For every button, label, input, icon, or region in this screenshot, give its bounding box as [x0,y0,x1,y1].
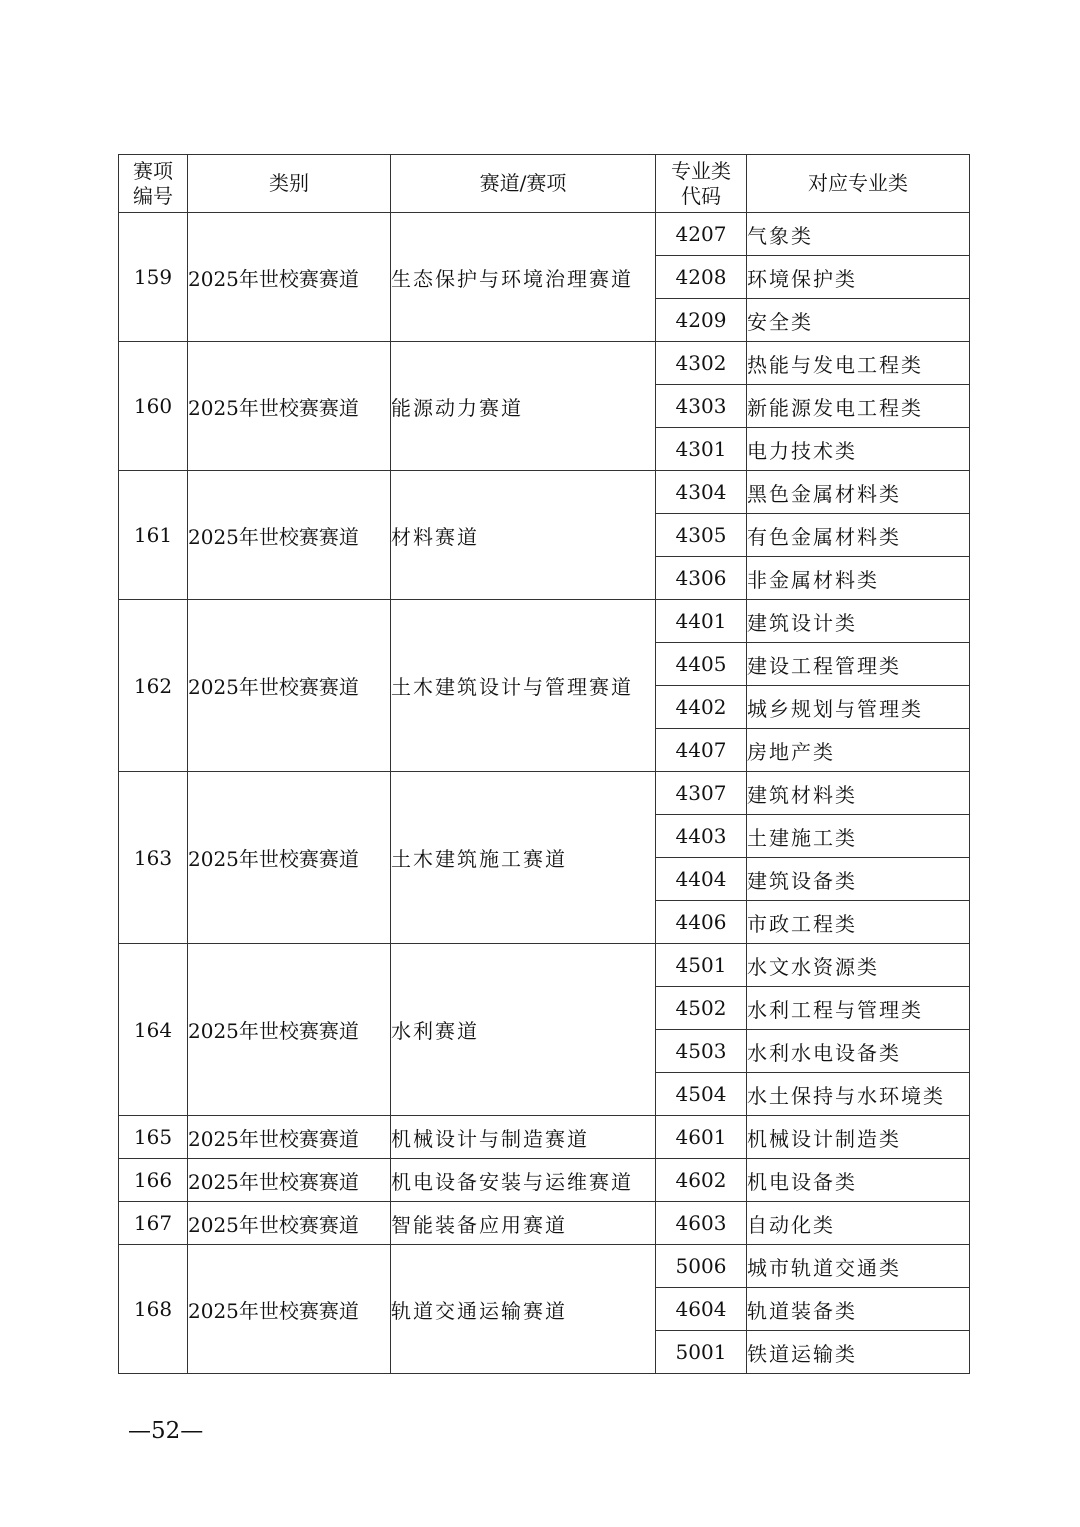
header-number-l2: 编号 [133,183,173,208]
major-code-cell: 4406 [656,901,747,944]
table-row [119,1245,970,1288]
major-code-cell: 4401 [656,600,747,643]
major-name-cell: 非金属材料类 [747,557,970,600]
major-code-cell: 4305 [656,514,747,557]
header-code [656,155,747,213]
category-cell: 2025年世校赛赛道 [188,1159,391,1202]
major-name-cell: 建筑设计类 [747,600,970,643]
major-code-cell: 4307 [656,772,747,815]
category-cell: 2025年世校赛赛道 [188,213,391,342]
major-code-cell: 4404 [656,858,747,901]
category-cell: 2025年世校赛赛道 [188,944,391,1116]
category-cell: 2025年世校赛赛道 [188,342,391,471]
competition-number-cell: 159 [119,213,188,342]
track-cell: 材料赛道 [391,471,656,600]
competition-number-cell: 164 [119,944,188,1116]
competition-number-cell: 162 [119,600,188,772]
major-code-cell: 4504 [656,1073,747,1116]
track-cell: 智能装备应用赛道 [391,1202,656,1245]
major-code-cell: 4603 [656,1202,747,1245]
major-code-cell: 5001 [656,1331,747,1374]
category-cell: 2025年世校赛赛道 [188,772,391,944]
competition-number-cell: 165 [119,1116,188,1159]
major-code-cell: 4304 [656,471,747,514]
major-code-cell: 4601 [656,1116,747,1159]
major-name-cell: 水利水电设备类 [747,1030,970,1073]
header-number [119,155,188,213]
table-row [119,1159,970,1202]
major-name-cell: 建筑材料类 [747,772,970,815]
category-cell: 2025年世校赛赛道 [188,1245,391,1374]
category-cell: 2025年世校赛赛道 [188,600,391,772]
major-name-cell: 安全类 [747,299,970,342]
major-code-cell: 4503 [656,1030,747,1073]
header-code-l2: 代码 [681,183,721,208]
competition-number-cell: 163 [119,772,188,944]
major-code-cell: 4501 [656,944,747,987]
track-cell: 轨道交通运输赛道 [391,1245,656,1374]
major-name-cell: 建设工程管理类 [747,643,970,686]
header-number-l1: 赛项 [133,158,173,183]
major-name-cell: 铁道运输类 [747,1331,970,1374]
major-name-cell: 房地产类 [747,729,970,772]
table-row [119,600,970,643]
major-name-cell: 机电设备类 [747,1159,970,1202]
major-code-cell: 4502 [656,987,747,1030]
major-code-cell: 4604 [656,1288,747,1331]
major-code-cell: 4303 [656,385,747,428]
major-name-cell: 机械设计制造类 [747,1116,970,1159]
header-code-l1: 专业类 [671,158,731,183]
major-code-cell: 4602 [656,1159,747,1202]
major-name-cell: 黑色金属材料类 [747,471,970,514]
major-name-cell: 水土保持与水环境类 [747,1073,970,1116]
header-majors: 对应专业类 [747,155,970,213]
major-name-cell: 城乡规划与管理类 [747,686,970,729]
major-name-cell: 建筑设备类 [747,858,970,901]
table-body [119,213,970,1374]
track-cell: 生态保护与环境治理赛道 [391,213,656,342]
table-header-row [119,155,970,213]
table-row [119,944,970,987]
competition-number-cell: 167 [119,1202,188,1245]
category-cell: 2025年世校赛赛道 [188,1202,391,1245]
major-name-cell: 城市轨道交通类 [747,1245,970,1288]
major-name-cell: 有色金属材料类 [747,514,970,557]
major-code-cell: 4209 [656,299,747,342]
major-code-cell: 4301 [656,428,747,471]
header-track: 赛道/赛项 [391,155,656,213]
major-code-cell: 4402 [656,686,747,729]
major-code-cell: 4306 [656,557,747,600]
competition-number-cell: 161 [119,471,188,600]
track-cell: 水利赛道 [391,944,656,1116]
table-row [119,213,970,256]
major-name-cell: 水利工程与管理类 [747,987,970,1030]
table-row [119,1202,970,1245]
major-name-cell: 市政工程类 [747,901,970,944]
header-category: 类别 [188,155,391,213]
category-cell: 2025年世校赛赛道 [188,471,391,600]
track-cell: 土木建筑设计与管理赛道 [391,600,656,772]
major-name-cell: 水文水资源类 [747,944,970,987]
track-cell: 土木建筑施工赛道 [391,772,656,944]
major-name-cell: 热能与发电工程类 [747,342,970,385]
competition-number-cell: 160 [119,342,188,471]
table-row [119,772,970,815]
major-name-cell: 气象类 [747,213,970,256]
major-code-cell: 4207 [656,213,747,256]
competition-number-cell: 168 [119,1245,188,1374]
major-code-cell: 4407 [656,729,747,772]
track-cell: 能源动力赛道 [391,342,656,471]
major-code-cell: 4403 [656,815,747,858]
major-name-cell: 轨道装备类 [747,1288,970,1331]
major-code-cell: 4208 [656,256,747,299]
major-name-cell: 新能源发电工程类 [747,385,970,428]
major-name-cell: 土建施工类 [747,815,970,858]
major-name-cell: 电力技术类 [747,428,970,471]
major-code-cell: 5006 [656,1245,747,1288]
table-row [119,471,970,514]
competition-number-cell: 166 [119,1159,188,1202]
competition-table [118,154,970,1374]
major-name-cell: 自动化类 [747,1202,970,1245]
major-code-cell: 4302 [656,342,747,385]
major-code-cell: 4405 [656,643,747,686]
major-name-cell: 环境保护类 [747,256,970,299]
track-cell: 机电设备安装与运维赛道 [391,1159,656,1202]
category-cell: 2025年世校赛赛道 [188,1116,391,1159]
table-row [119,1116,970,1159]
page-number: —52— [128,1418,204,1444]
table-row [119,342,970,385]
track-cell: 机械设计与制造赛道 [391,1116,656,1159]
